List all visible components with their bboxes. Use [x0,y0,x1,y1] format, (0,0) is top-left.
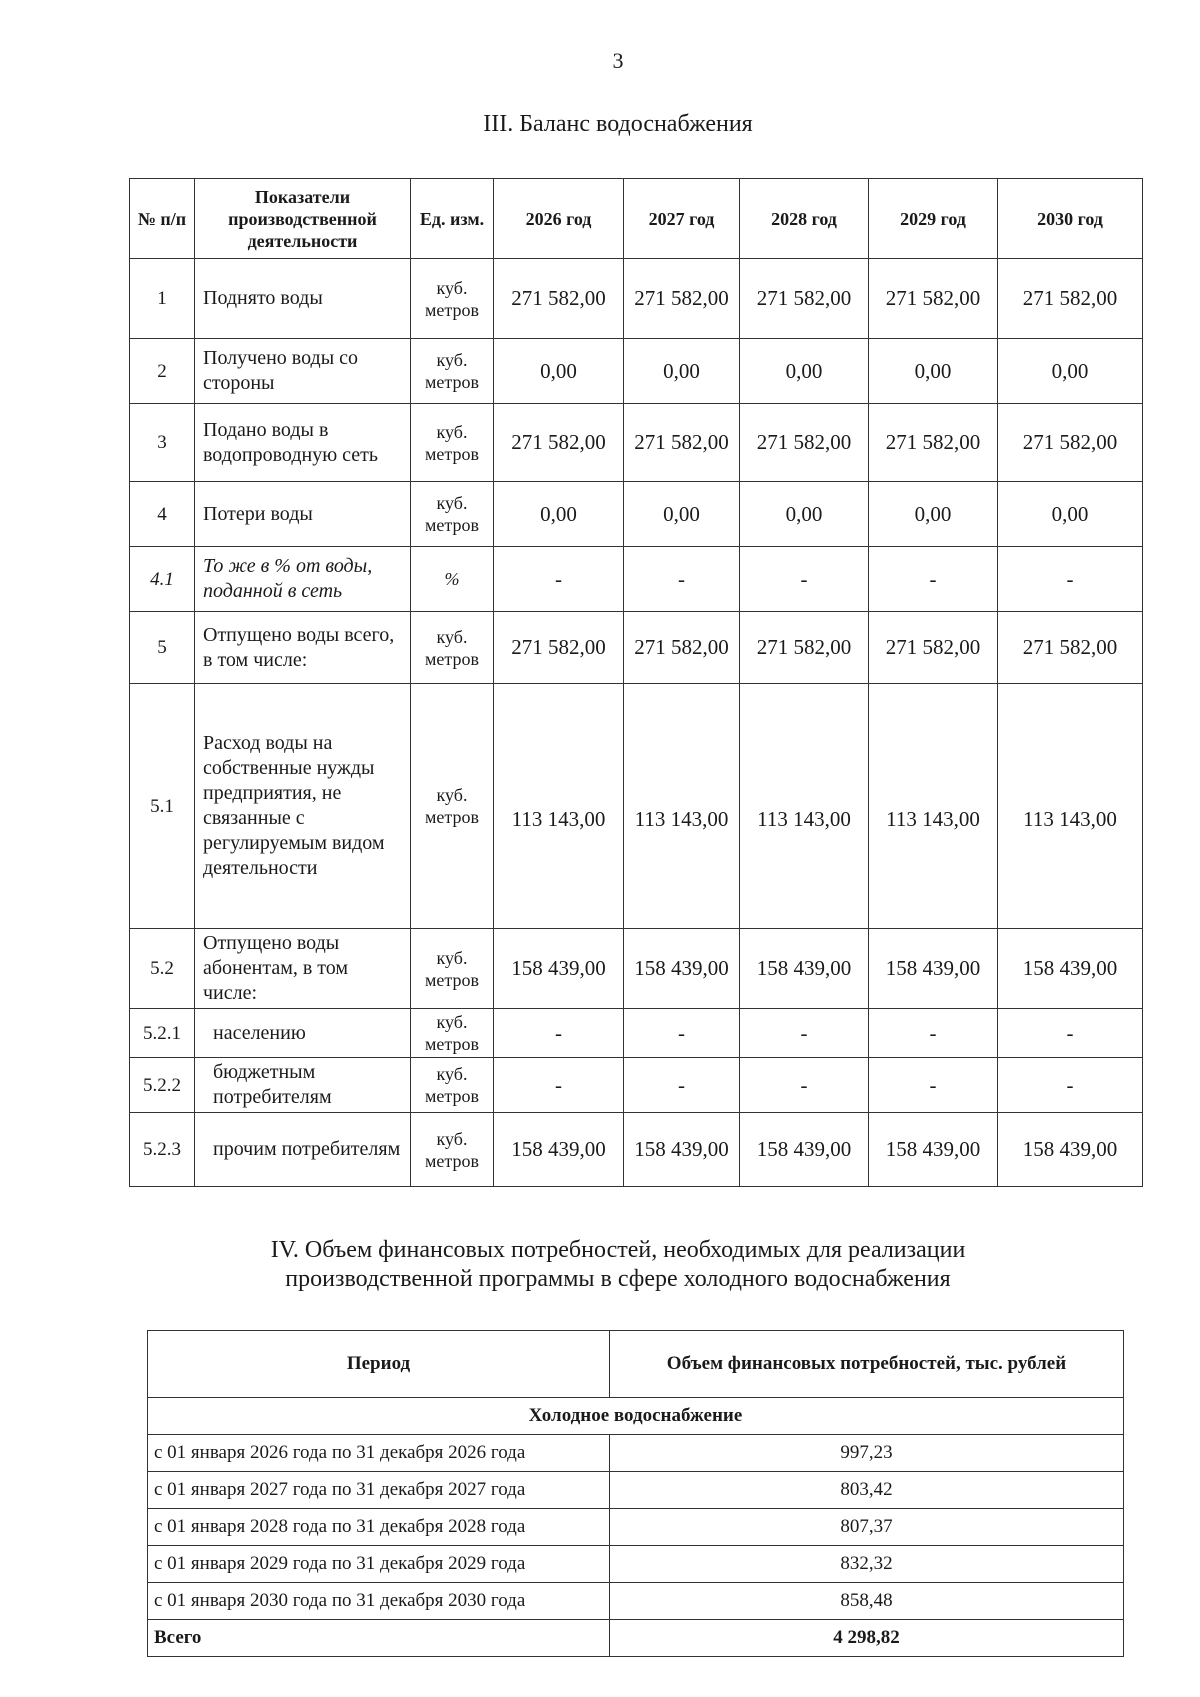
row-value: 158 439,00 [740,1113,869,1187]
row-unit: куб. метров [411,339,494,404]
row-value: - [740,547,869,612]
row-value: 158 439,00 [494,1113,624,1187]
row-value: 271 582,00 [998,404,1143,482]
row-value: 0,00 [998,339,1143,404]
table-row [130,929,1143,1009]
section-4-title [0,1236,1200,1294]
total-row [148,1620,1124,1657]
header-year: 2026 год [494,179,624,259]
row-value: 271 582,00 [624,404,740,482]
row-value: - [998,547,1143,612]
row-unit: куб. метров [411,929,494,1009]
row-unit: куб. метров [411,1058,494,1113]
table-row [130,339,1143,404]
row-value: - [624,1058,740,1113]
row-value: 0,00 [494,339,624,404]
row-unit: куб. метров [411,404,494,482]
row-unit: куб. метров [411,684,494,929]
table-row [130,259,1143,339]
row-num: 5.2.1 [130,1009,195,1058]
row-num: 5.2.2 [130,1058,195,1113]
row-indicator: бюджетным потребителям [195,1058,411,1113]
amount-cell: 997,23 [610,1435,1124,1472]
header-amount: Объем финансовых потребностей, тыс. рублей [610,1331,1124,1398]
water-balance-table [129,178,1143,1187]
row-value: - [740,1009,869,1058]
row-value: 271 582,00 [998,612,1143,684]
row-value: - [869,1058,998,1113]
row-num: 5.2 [130,929,195,1009]
row-value: 0,00 [494,482,624,547]
row-value: - [494,1058,624,1113]
row-value: 0,00 [624,339,740,404]
row-num: 2 [130,339,195,404]
row-value: - [494,547,624,612]
table-row [148,1546,1124,1583]
row-indicator: Отпущено воды абонентам, в том числе: [195,929,411,1009]
row-value: 271 582,00 [869,259,998,339]
row-value: - [494,1009,624,1058]
row-num: 5.1 [130,684,195,929]
row-unit: % [411,547,494,612]
table-header-row [130,179,1143,259]
header-year: 2030 год [998,179,1143,259]
amount-cell: 832,32 [610,1546,1124,1583]
table-row [130,404,1143,482]
period-cell: с 01 января 2026 года по 31 декабря 2026 года [148,1435,610,1472]
group-label: Холодное водоснабжение [148,1398,1124,1435]
row-num: 4 [130,482,195,547]
amount-cell: 803,42 [610,1472,1124,1509]
row-unit: куб. метров [411,612,494,684]
row-value: 271 582,00 [869,404,998,482]
row-num: 1 [130,259,195,339]
header-period: Период [148,1331,610,1398]
row-indicator: Отпущено воды всего, в том числе: [195,612,411,684]
table-row [148,1509,1124,1546]
total-label: Всего [148,1620,610,1657]
row-num: 5 [130,612,195,684]
row-value: 271 582,00 [740,612,869,684]
row-value: - [869,1009,998,1058]
row-value: 158 439,00 [624,1113,740,1187]
row-value: - [869,547,998,612]
table-row [130,1113,1143,1187]
amount-cell: 858,48 [610,1583,1124,1620]
row-indicator: Поднято воды [195,259,411,339]
row-indicator: прочим потребителям [195,1113,411,1187]
table-row [130,684,1143,929]
row-indicator: Расход воды на собственные нужды предприятия, не связанные с регулируемым видом деятельности [195,684,411,929]
header-year: 2028 год [740,179,869,259]
row-value: - [624,547,740,612]
row-value: 113 143,00 [869,684,998,929]
financial-needs-table [147,1330,1124,1657]
total-amount: 4 298,82 [610,1620,1124,1657]
row-value: 158 439,00 [869,929,998,1009]
row-value: 113 143,00 [624,684,740,929]
table-row [130,482,1143,547]
row-indicator: населению [195,1009,411,1058]
row-value: 0,00 [869,482,998,547]
header-num: № п/п [130,179,195,259]
header-indicator: Показатели производственной деятельности [195,179,411,259]
row-value: - [624,1009,740,1058]
section-3-title: III. Баланс водоснабжения [483,111,753,137]
row-value: - [998,1009,1143,1058]
row-value: 158 439,00 [998,1113,1143,1187]
row-value: 158 439,00 [869,1113,998,1187]
row-value: 113 143,00 [494,684,624,929]
row-value: 271 582,00 [494,404,624,482]
row-unit: куб. метров [411,259,494,339]
row-value: 0,00 [740,339,869,404]
section-4-title-line: производственной программы в сфере холодного водоснабжения [285,1266,951,1292]
row-value: 0,00 [869,339,998,404]
row-value: 271 582,00 [740,404,869,482]
row-value: 113 143,00 [998,684,1143,929]
row-value: 0,00 [740,482,869,547]
row-value: 158 439,00 [494,929,624,1009]
row-num: 4.1 [130,547,195,612]
row-num: 5.2.3 [130,1113,195,1187]
table-row [130,612,1143,684]
header-year: 2027 год [624,179,740,259]
row-value: 0,00 [998,482,1143,547]
period-cell: с 01 января 2029 года по 31 декабря 2029 года [148,1546,610,1583]
row-value: - [998,1058,1143,1113]
period-cell: с 01 января 2028 года по 31 декабря 2028 года [148,1509,610,1546]
row-value: 271 582,00 [869,612,998,684]
amount-cell: 807,37 [610,1509,1124,1546]
period-cell: с 01 января 2030 года по 31 декабря 2030 года [148,1583,610,1620]
row-value: 271 582,00 [494,612,624,684]
header-year: 2029 год [869,179,998,259]
row-value: 158 439,00 [624,929,740,1009]
row-value: 0,00 [624,482,740,547]
row-value: - [740,1058,869,1113]
row-indicator: Потери воды [195,482,411,547]
table-row [148,1435,1124,1472]
table-row [148,1583,1124,1620]
table-row [130,1058,1143,1113]
row-value: 271 582,00 [998,259,1143,339]
row-value: 271 582,00 [624,612,740,684]
row-indicator: То же в % от воды, поданной в сеть [195,547,411,612]
row-value: 271 582,00 [494,259,624,339]
row-value: 158 439,00 [740,929,869,1009]
section-4-title-line: IV. Объем финансовых потребностей, необходимых для реализации [270,1237,966,1263]
page-number: 3 [612,48,624,73]
row-indicator: Получено воды со стороны [195,339,411,404]
table-row [130,1009,1143,1058]
row-value: 271 582,00 [624,259,740,339]
row-value: 271 582,00 [740,259,869,339]
group-row [148,1398,1124,1435]
period-cell: с 01 января 2027 года по 31 декабря 2027 года [148,1472,610,1509]
table-row [130,547,1143,612]
row-value: 113 143,00 [740,684,869,929]
row-value: 158 439,00 [998,929,1143,1009]
header-unit: Ед. изм. [411,179,494,259]
row-unit: куб. метров [411,1009,494,1058]
row-indicator: Подано воды в водопроводную сеть [195,404,411,482]
row-unit: куб. метров [411,1113,494,1187]
row-num: 3 [130,404,195,482]
row-unit: куб. метров [411,482,494,547]
table-header-row [148,1331,1124,1398]
table-row [148,1472,1124,1509]
